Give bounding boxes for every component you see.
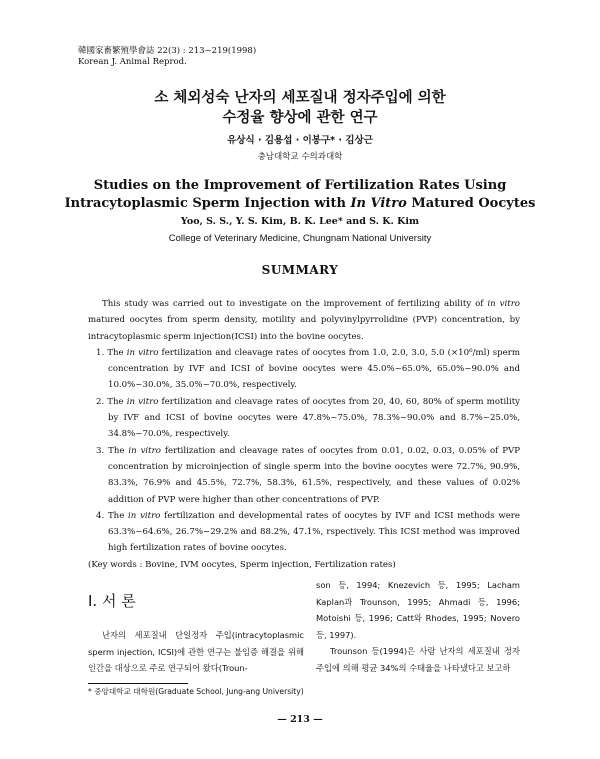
item-italic: in vitro — [126, 396, 159, 407]
korean-title-line2: 수정율 향상에 관한 연구 — [222, 110, 378, 126]
english-title-line1: Studies on the Improvement of Fertilization Rates Using — [93, 178, 507, 193]
body-paragraph: son 등, 1994; Knezevich 등, 1995; Lacham Kaplan과 Trounson, 1995; Ahmadi 등, 1996; Motoishi 등, 1996; Catt와 Rhodes, 1995; Novero 등, 1997). — [316, 580, 520, 640]
section-heading-introduction: Ⅰ. 서 론 — [88, 592, 136, 610]
english-title-part-end: Matured Oocytes — [406, 196, 536, 211]
item-text: fertilization and cleavage rates of oocytes from 1.0, 2.0, 3.0, 5.0 (×10⁶/ml) sperm concentration by IVF and ICSI of bovine oocytes were 45.0%~65.0%, 65.0%~90.0% and 10.0%~30.0%, 35.0%~70.0%, respectively. — [108, 347, 521, 391]
abstract-intro-b: matured oocytes from sperm density, motility and polyvinylpyrrolidine (PVP) concentration, by intracytoplasmic sperm injection(ICSI) into the bovine oocytes. — [88, 315, 520, 342]
item-text: fertilization and cleavage rates of oocytes from 20, 40, 60, 80% of sperm motility by IVF and ICSI of bovine oocytes were 47.8%~75.0%, 78.3%~90.0% and 8.7%~25.0%, 34.8%~70.0%, respectively. — [108, 396, 520, 440]
item-lead: 4. The — [96, 510, 129, 521]
english-title-line2 — [0, 196, 600, 211]
body-column-left — [88, 627, 304, 677]
summary-heading: SUMMARY — [261, 263, 339, 277]
body-paragraph: Trounson 등(1994)은 사람 난자의 세포질내 정자 주입에 의해 평균 34%의 수태율을 나타냈다고 보고하 — [316, 646, 520, 673]
item-italic: in vitro — [128, 510, 161, 521]
footnote: * 중앙대학교 대학원(Graduate School, Jung-ang University) — [88, 687, 304, 696]
journal-header — [78, 46, 256, 68]
abstract-item-4 — [96, 508, 520, 557]
item-lead: 3. The — [96, 445, 129, 456]
korean-authors: 유상식 · 김용섭 · 이봉구* · 김상근 — [227, 135, 373, 146]
page-number: — 213 — — [277, 714, 323, 725]
korean-affiliation: 충남대학교 수의과대학 — [257, 152, 343, 162]
item-lead: 2. The — [96, 396, 127, 407]
abstract — [88, 296, 520, 573]
abstract-item-2 — [96, 394, 520, 443]
english-title-part: Intracytoplasmic Sperm Injection with — [64, 196, 351, 211]
abstract-intro-italic: in vitro — [487, 299, 520, 309]
journal-citation: 韓國家畜繁殖學會誌 22(3) : 213~219(1998) — [78, 46, 257, 56]
item-italic: in vitro — [128, 445, 161, 456]
footnote-rule — [88, 683, 188, 684]
english-affiliation: College of Veterinary Medicine, Chungnam National University — [168, 233, 432, 244]
english-title-italic: In Vitro — [350, 196, 407, 211]
keywords: (Key words : Bovine, IVM oocytes, Sperm injection, Fertilization rates) — [88, 559, 396, 570]
korean-title-line1: 소 체외성숙 난자의 세포질내 정자주입에 의한 — [154, 90, 446, 106]
item-italic: in vitro — [126, 347, 159, 358]
abstract-item-3 — [96, 443, 521, 508]
abstract-intro — [88, 296, 520, 345]
body-paragraph: 난자의 세포질내 단일정자 주입(intracytoplasmic sperm injection, ICSI)에 관한 연구는 불임증 해결을 위해 인간을 대상으로 주로 연구되어 왔다(Troun- — [88, 630, 304, 673]
abstract-item-1 — [96, 345, 521, 394]
english-authors: Yoo, S. S., Y. S. Kim, B. K. Lee* and S. K. Kim — [180, 216, 420, 227]
item-lead: 1. The — [96, 347, 127, 358]
journal-name: Korean J. Animal Reprod. — [78, 57, 187, 67]
item-text: fertilization and developmental rates of oocytes by IVF and ICSI methods were 63.3%~64.6%, 26.7%~29.2% and 88.2%, 47.1%, rspectively. This ICSI method was improved high fertilization rates of bovine oocytes. — [108, 510, 520, 554]
body-column-right — [316, 577, 520, 676]
abstract-intro-a: This study was carried out to investigate on the improvement of fertilizing ability of — [102, 299, 488, 309]
item-text: fertilization and cleavage rates of oocytes from 0.01, 0.02, 0.03, 0.05% of PVP concentration by microinjection of single sperm into the bovine oocytes were 72.7%, 90.9%, 83.3%, 76.9% and 45.5%, 72.7%, 58.3%, 61.5%, respectively, and these values of 0.02% addition of PVP were higher than other concentrations of PVP. — [108, 445, 521, 505]
